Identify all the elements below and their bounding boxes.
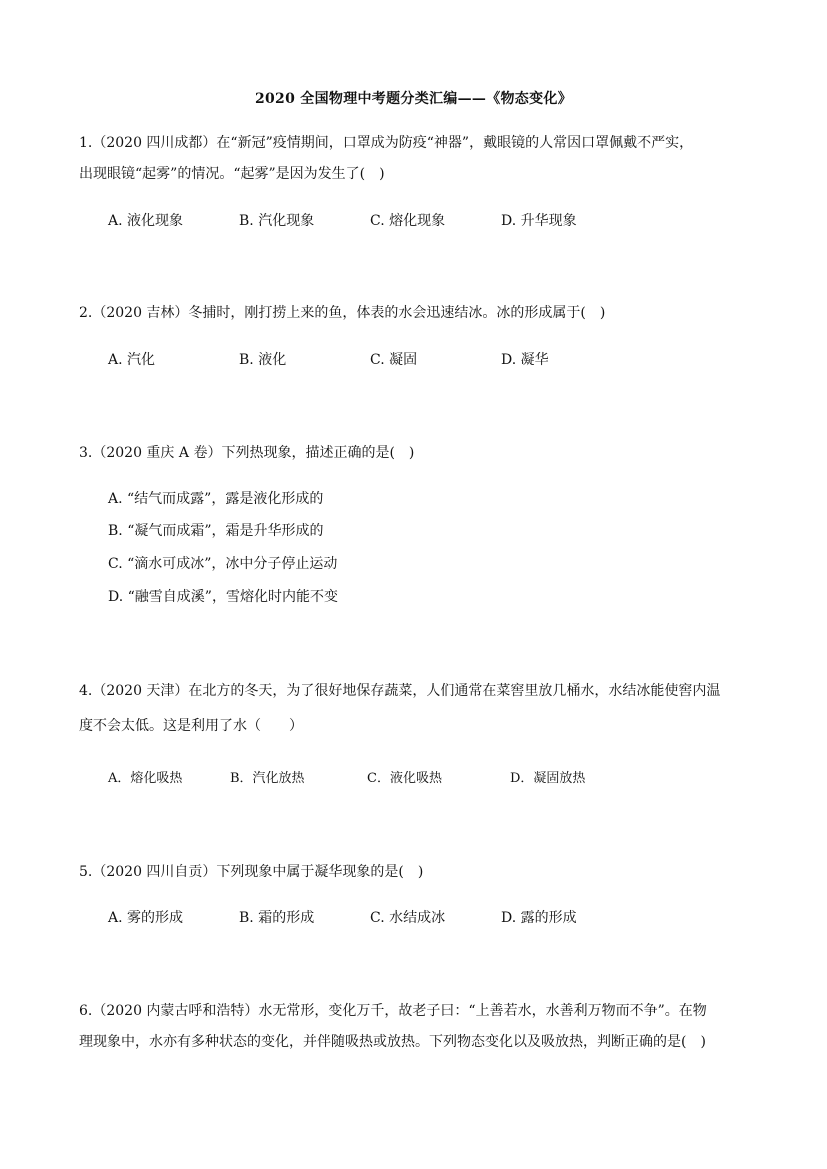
option-d: D. 升华现象 xyxy=(501,213,577,229)
question-2-line-1: 2.（2020 吉林）冬捕时，刚打捞上来的鱼，体表的水会迅速结冰。冰的形成属于( ) xyxy=(79,305,606,321)
page-title: 2020 全国物理中考题分类汇编——《物态变化》 xyxy=(254,91,573,107)
option-c: C. 凝固 xyxy=(370,352,418,368)
option-c: C. 熔化现象 xyxy=(370,213,446,229)
option-b: B. 霜的形成 xyxy=(239,910,315,926)
question-1-line-1: 1.（2020 四川成都）在“新冠”疫情期间，口罩成为防疫“神器”，戴眼镜的人常因口罩佩戴不严实， xyxy=(79,135,694,151)
option-b: B．汽化放热 xyxy=(230,771,305,786)
option-c: C. 水结成冰 xyxy=(370,910,446,926)
question-4-line-2: 度不会太低。这是利用了水（ ） xyxy=(79,718,303,734)
option-b: B. 汽化现象 xyxy=(239,213,315,229)
option-d: D. “融雪自成溪”，雪熔化时内能不变 xyxy=(108,589,338,605)
option-c: C．液化吸热 xyxy=(367,771,442,786)
option-d: D. 凝华 xyxy=(501,352,549,368)
option-a: A．熔化吸热 xyxy=(108,771,183,786)
question-6-line-2: 理现象中，水亦有多种状态的变化，并伴随吸热或放热。下列物态变化以及吸放热，判断正确的是( ) xyxy=(79,1034,706,1050)
option-a: A. 雾的形成 xyxy=(108,910,184,926)
question-3-line-1: 3.（2020 重庆 A 卷）下列热现象，描述正确的是( ) xyxy=(79,445,415,461)
option-a: A. 液化现象 xyxy=(108,213,184,229)
option-b: B. “凝气而成霜”，霜是升华形成的 xyxy=(108,523,324,539)
question-6-line-1: 6.（2020 内蒙古呼和浩特）水无常形，变化万千，故老子曰：“上善若水，水善利万物而不争”。在物 xyxy=(79,1003,707,1019)
option-d: D. 露的形成 xyxy=(501,910,577,926)
question-1-line-2: 出现眼镜“起雾”的情况。“起雾”是因为发生了( ) xyxy=(79,166,385,182)
option-a: A. 汽化 xyxy=(108,352,156,368)
option-c: C. “滴水可成冰”，冰中分子停止运动 xyxy=(108,556,338,572)
question-5-line-1: 5.（2020 四川自贡）下列现象中属于凝华现象的是( ) xyxy=(79,864,424,880)
option-b: B. 液化 xyxy=(239,352,287,368)
option-a: A. “结气而成露”，露是液化形成的 xyxy=(108,491,324,507)
question-4-line-1: 4.（2020 天津）在北方的冬天，为了很好地保存蔬菜，人们通常在菜窖里放几桶水，水结冰能使窖内温 xyxy=(79,683,721,699)
option-d: D．凝固放热 xyxy=(510,771,586,786)
